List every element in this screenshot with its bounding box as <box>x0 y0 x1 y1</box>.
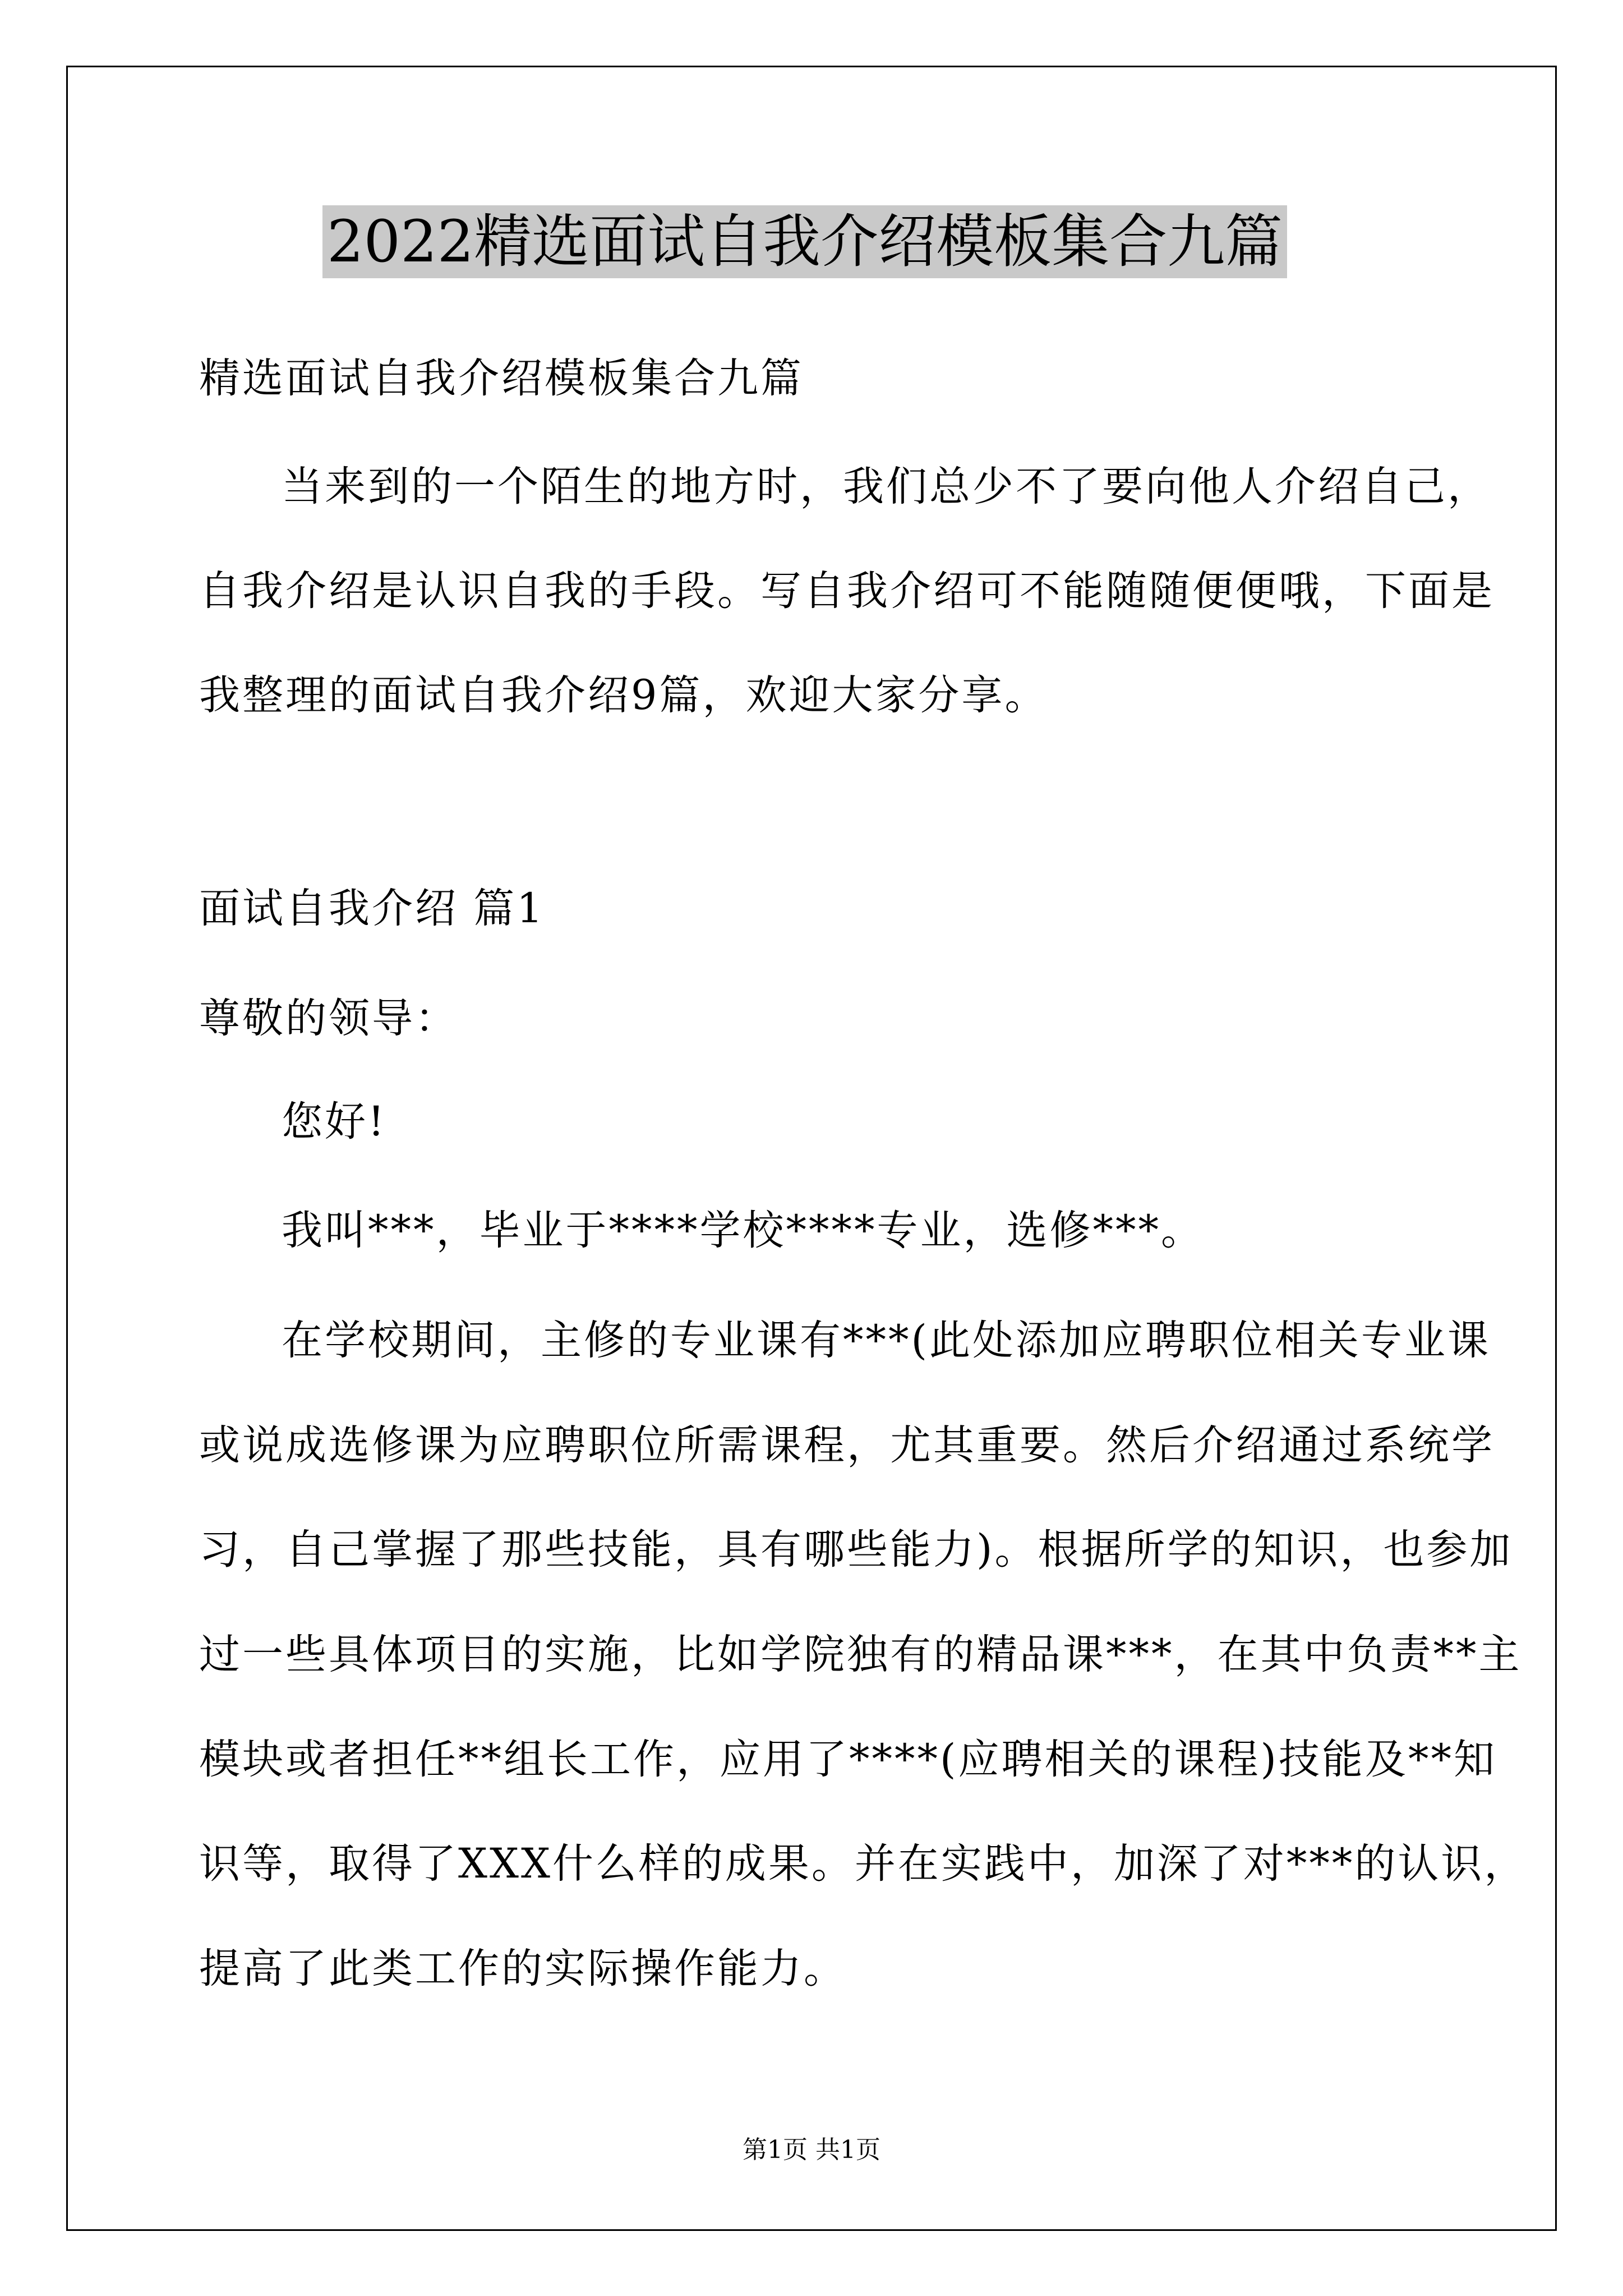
page-footer: 第1页 共1页 <box>743 2136 880 2164</box>
body-line: 提高了此类工作的实际操作能力。 <box>199 1945 847 1993</box>
body-line: 模块或者担任**组长工作，应用了****(应聘相关的课程)技能及**知 <box>199 1736 1497 1783</box>
body-line: 或说成选修课为应聘职位所需课程，尤其重要。然后介绍通过系统学 <box>199 1421 1495 1469</box>
intro-line: 自我介绍是认识自我的手段。写自我介绍可不能随随便便哦，下面是 <box>199 567 1495 615</box>
body-line: 在学校期间，主修的专业课有***(此处添加应聘职位相关专业课 <box>282 1317 1491 1364</box>
document-subtitle: 精选面试自我介绍模板集合九篇 <box>199 355 804 402</box>
section-heading: 面试自我介绍 篇1 <box>199 885 545 932</box>
body-line: 识等，取得了XXX什么样的成果。并在实践中，加深了对***的认识， <box>199 1840 1528 1888</box>
self-introduction-line: 我叫***，毕业于****学校****专业，选修***。 <box>282 1207 1204 1254</box>
intro-line: 我整理的面试自我介绍9篇，欢迎大家分享。 <box>199 671 1048 719</box>
intro-line: 当来到的一个陌生的地方时，我们总少不了要向他人介绍自己， <box>282 463 1491 510</box>
greeting: 您好! <box>282 1098 387 1145</box>
body-line: 过一些具体项目的实施，比如学院独有的精品课***，在其中负责**主 <box>199 1631 1522 1678</box>
body-line: 习，自己掌握了那些技能，具有哪些能力)。根据所学的知识，也参加 <box>199 1526 1513 1573</box>
document-title: 2022精选面试自我介绍模板集合九篇 <box>322 205 1287 278</box>
salutation: 尊敬的领导： <box>199 995 458 1042</box>
